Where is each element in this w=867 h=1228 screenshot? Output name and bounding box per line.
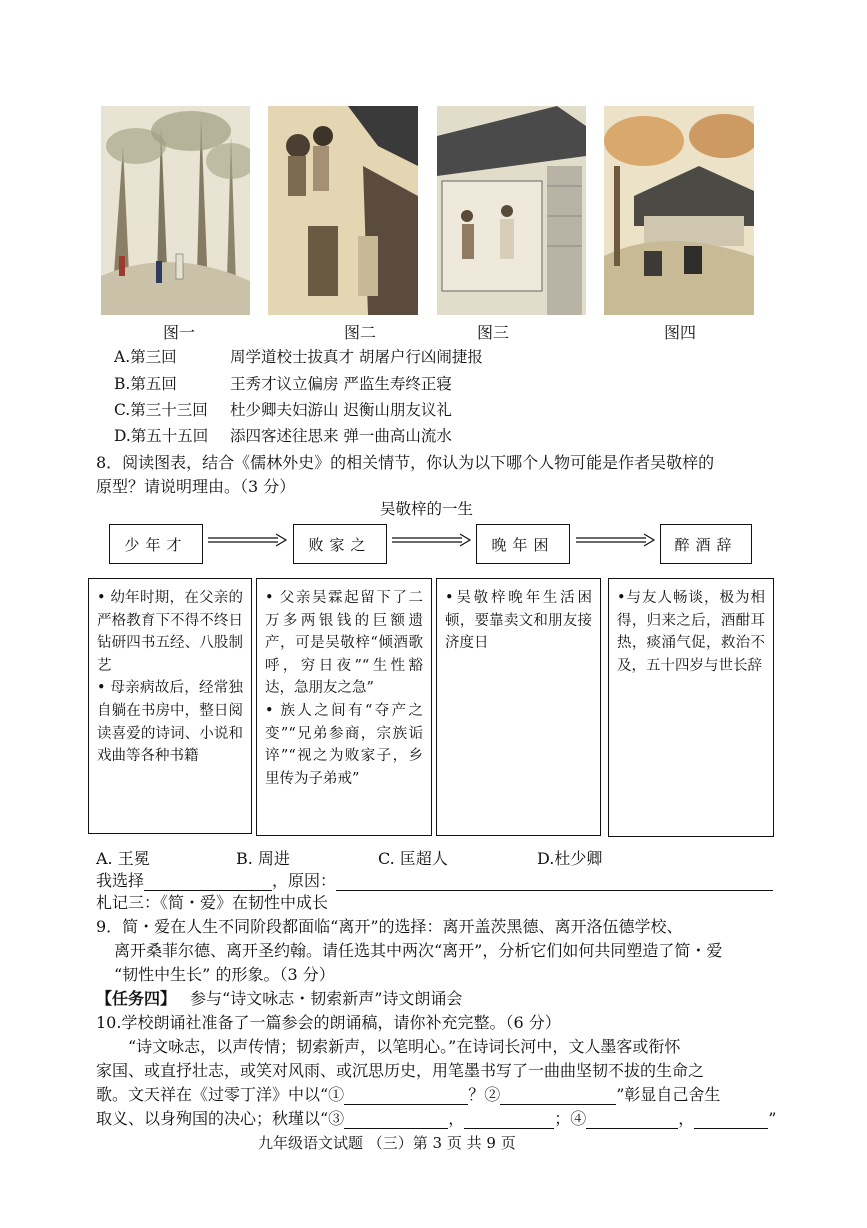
choice-b: B. 周进 (236, 849, 290, 868)
figure-caption-3: 图三 (477, 323, 510, 342)
q9-line-1: 9．简・爱在人生不同阶段都面临“离开”的选择：离开盖茨黑德、离开洛伍德学校、 (96, 917, 683, 936)
figure-3-painting (437, 106, 586, 315)
blank-4a[interactable] (586, 1110, 678, 1129)
q9-line-2: 离开桑菲尔德、离开圣约翰。请任选其中两次“离开”，分析它们如何共同塑造了简・爱 (114, 941, 723, 960)
flow-box-3: •吴敬梓晚年生活困顿，要靠卖文和朋友接济度日 (436, 578, 601, 836)
page-footer: 九年级语文试题 （三）第 3 页 共 9 页 (258, 1134, 516, 1152)
flow-box-2: • 父亲吴霖起留下了二万多两银钱的巨额遗产，可是吴敬梓“倾酒歌呼，穷日夜”“生性豁达，急朋友之急” • 族人之间有“夺产之变”“兄弟参商，宗族诟谇”“视之为败家子，乡里传为子弟戒” (256, 578, 432, 836)
figure-1-painting (101, 106, 250, 315)
blank-1[interactable] (344, 1086, 468, 1105)
option-c: C.第三十三回 杜少卿夫妇游山 迟衡山朋友议礼 (114, 401, 452, 419)
blank-3a[interactable] (344, 1110, 448, 1129)
flow-box-4: •与友人畅谈，极为相得，归来之后，酒酣耳热，痰涌气促，救治不及，五十四岁与世长辞 (608, 578, 774, 837)
q8-line-2: 原型？请说明理由。（3 分） (96, 477, 296, 496)
blank-4b[interactable] (694, 1110, 768, 1129)
figure-4-painting (604, 106, 754, 315)
option-d: D.第五十五回 添四客述往思来 弹一曲高山流水 (114, 427, 452, 445)
arrow-right-icon (392, 533, 472, 547)
stage-2: 败家之 (293, 524, 387, 564)
blank-2[interactable] (500, 1086, 616, 1105)
q8-line-1: 8．阅读图表，结合《儒林外史》的相关情节，你认为以下哪个人物可能是作者吴敬梓的 (96, 453, 715, 472)
blank-3b[interactable] (464, 1110, 554, 1129)
stage-1: 少年才 (109, 524, 203, 564)
choice-d: D.杜少卿 (537, 849, 603, 868)
task-4: 【任务四】 参与“诗文咏志・韧索新声”诗文朗诵会 (96, 989, 463, 1008)
option-a: A.第三回 周学道校士拔真才 胡屠户行凶闹捷报 (114, 348, 483, 366)
flow-box-1: • 幼年时期，在父亲的严格教育下不得不终日钻研四书五经、八股制艺 • 母亲病故后，经常独自躺在书房中，整日阅读喜爱的诗词、小说和戏曲等各种书籍 (88, 578, 252, 834)
choice-blank[interactable] (144, 872, 272, 891)
q10-para-line-3: 歌。文天祥在《过零丁洋》中以“① ？② ”彰显自己舍生 (96, 1085, 721, 1104)
figure-caption-2: 图二 (344, 323, 377, 342)
choice-c: C. 匡超人 (378, 849, 448, 868)
q10-line-1: 10.学校朗诵社准备了一篇参会的朗诵稿，请你补充完整。（6 分） (96, 1013, 561, 1032)
q10-para-line-2: 家国、或直抒壮志，或笑对风雨、或沉思历史，用笔墨书写了一曲曲坚韧不拔的生命之 (96, 1061, 705, 1080)
q10-para-line-1: “诗文咏志，以声传情；韧索新声，以笔明心。”在诗词长河中，文人墨客或衔怀 (128, 1037, 681, 1056)
stage-4: 醉酒辞 (660, 524, 752, 564)
option-b: B.第五回 王秀才议立偏房 严监生寿终正寝 (114, 375, 452, 393)
figure-2-painting (268, 106, 418, 315)
figure-caption-1: 图一 (163, 323, 196, 342)
reason-blank[interactable] (336, 872, 773, 891)
arrow-right-icon (576, 533, 656, 547)
q9-line-3: “韧性中生长” 的形象。（3 分） (114, 965, 335, 984)
choice-a: A. 王冕 (96, 849, 150, 868)
q10-para-line-4: 取义、以身殉国的决心；秋瑾以“③ ， ；④ ， ” (96, 1109, 777, 1128)
arrow-right-icon (208, 533, 288, 547)
flow-title: 吴敬梓的一生 (380, 500, 474, 518)
note-3: 札记三：《简・爱》在韧性中成长 (96, 893, 329, 912)
stage-3: 晚年困 (476, 524, 570, 564)
figure-caption-4: 图四 (664, 323, 697, 342)
answer-line: 我选择 ，原因： (96, 868, 773, 891)
